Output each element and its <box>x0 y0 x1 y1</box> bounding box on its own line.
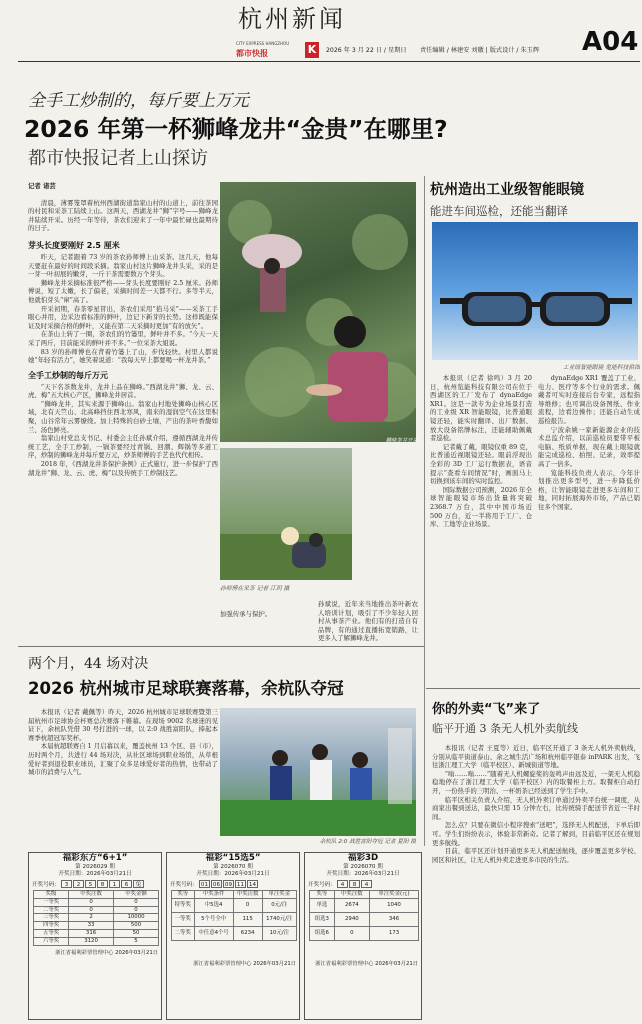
number-ball: 3 <box>61 880 72 888</box>
table-row: 特等奖 中5选4 0 0元/注 <box>172 898 297 912</box>
table-row: 二等奖 中任意4个号 6234 10元/注 <box>172 926 297 940</box>
table-header: 中奖注数 <box>69 891 114 899</box>
delivery-paragraph: 目前，临平区还计划开通更多无人机配送航线，逐步覆盖更多学校、园区和社区，让无人机外卖走进更多市民的生活。 <box>432 847 640 864</box>
masthead <box>0 0 642 62</box>
lottery-title: 福彩3D <box>347 853 379 863</box>
prize-table <box>309 890 419 941</box>
lead-paragraph: 2018 年，《西湖龙井茶保护条例》正式施行，进一步保护了西湖龙井“狮、龙、云、虎、梅”以及传统手工炒制技艺。 <box>28 460 218 477</box>
editor-line: 责任编辑 / 林建安 刘徽 | 版式设计 / 朱玉辉 <box>420 47 540 54</box>
number-ball: 06 <box>212 882 221 888</box>
table-header: 中奖注数 <box>334 891 369 899</box>
lead-paragraph-continued: 加强传承与保护。 <box>220 610 272 618</box>
glasses-photo-caption: 工业级智能眼镜 览能科技供图 <box>562 365 640 371</box>
numbers-label: 开奖号码： <box>308 882 336 888</box>
paper-logo-text: 都市快报 <box>236 49 268 58</box>
delivery-body <box>432 744 640 1022</box>
lottery-date: 开奖日期：2026年03月21日 <box>196 871 270 877</box>
number-ball: 4 <box>337 880 348 888</box>
table-header: 奖等 <box>310 891 335 899</box>
paper-english-name: CITY EXPRESS HANGZHOU <box>236 41 290 46</box>
numbers-label: 开奖号码： <box>32 882 60 888</box>
lead-paragraph: 孙斌说，近年来当地推出茶叶新农人培训计划，吸引了不少年轻人回村从事茶产业。他们有的打造自有品牌，有的通过直播拓宽销路，让更多人了解狮峰龙井。 <box>318 600 418 643</box>
lottery-numbers <box>29 880 161 888</box>
bonus-ball: 兔 <box>133 880 144 888</box>
number-ball: 11 <box>236 882 245 888</box>
smart-glasses-photo <box>432 222 638 360</box>
date-line: 2026 年 3 月 22 日 / 星期日 <box>326 47 407 54</box>
numbers-label: 开奖号码： <box>170 882 198 888</box>
lottery-box-6plus1 <box>28 852 162 1020</box>
lottery-footer: 浙江省福利彩票管理中心 2026年03月21日 <box>315 960 418 967</box>
tea-photo-caption: 狮峰龙井开采 <box>385 438 418 444</box>
lead-paragraph: 翁家山村党总支书记、村委会主任孙斌介绍，遵循西湖龙井传统工艺，全手工炒制，一锅茶要经过青锅、回潮、辉锅等多道工序，炒制的狮峰龙井每斤要万元，炒茶师傅的手艺也代代相传。 <box>28 434 218 460</box>
number-ball: 4 <box>361 880 372 888</box>
table-row: 三等奖 2 10000 <box>34 914 159 922</box>
lead-paragraph: 昨天，记者跟着 73 岁的茶农孙师傅上山采茶。这几天，他每天要赶在最好的时间段采摘。翁家山村这片狮峰龙井头采，采的是一芽一叶初展的嫩芽，一斤干茶需要数万个芽头。 <box>28 252 218 279</box>
tea-picking-photo <box>220 182 416 442</box>
page-number: A04 <box>582 27 639 57</box>
lottery-box-3d <box>304 852 422 1020</box>
lottery-issue: 第 2026070 期 <box>343 864 383 870</box>
table-header: 中奖注数 <box>233 891 262 899</box>
number-ball: 01 <box>200 882 209 888</box>
lead-byline: 记者 诸芸 <box>28 182 56 190</box>
table-row: 二等奖 0 0 <box>34 906 159 914</box>
lead-paragraph: 在茶山上转了一圈，茶农们的竹篓里，鲜叶并不多。“今天一天采了两斤，目前能采的鲜叶并不多。”一位采茶大姐说。 <box>28 330 218 347</box>
glasses-paragraph: 览能科技负责人表示，今年计划推出更多型号，进一步降低价格，让智能眼镜走进更多车间和工地，同时拓展海外市场，产品已销往多个国家。 <box>538 468 640 511</box>
table-header: 单注奖金 <box>262 891 296 899</box>
lottery-footer: 浙江省福利彩票管理中心 2026年03月21日 <box>193 960 296 967</box>
lead-paragraph: “狮峰龙井，其实来源于狮峰山。翁家山村地处狮峰山核心区域，北有天竺山、北高峰挡住西北寒风，南来的湿润空气在这里积聚，山谷常年云雾缭绕。加上特殊的白砂土壤，产出的茶叶香馥如兰、汤色鲜亮。 <box>28 399 218 434</box>
table-row: 组选6 0 173 <box>310 926 419 940</box>
delivery-paragraph: 临平区相关负责人介绍，无人机外卖订单通过外卖平台统一调度，从商家出餐到送达，最快只需 15 分钟左右，比传统骑手配送节省近一半时间。 <box>432 795 640 821</box>
lottery-numbers <box>167 880 299 888</box>
prize-table <box>33 890 159 946</box>
number-ball: 5 <box>85 880 96 888</box>
glasses-subhead: 能进车间巡检，还能当翻译 <box>430 204 568 218</box>
lottery-box-15x5 <box>166 852 300 1020</box>
delivery-paragraph: 本报讯（记者 王夏等）近日，临平区开通了 3 条无人机外卖航线，分别从临平街道泰山、余之城生活广场和杭州临平银泰 inPARK 出发，飞往浙江理工大学（临平校区）、新城街道等地。 <box>432 744 640 770</box>
glasses-paragraph: 国际数据公司预测，2026 年全球智能眼镜市场出货量将突破 2368.7 万台，其中中国市场近 500 万台，近一半将用于工厂、仓库、工地等企业场景。 <box>430 485 532 529</box>
table-header: 中奖条件 <box>194 891 233 899</box>
delivery-paragraph: 怎么点？只要在微信小程序搜索“送吧”，选择无人机配送，下单后即可。学生们纷纷表示，体验非常新奇。记者了解到，目前临平区还在规划更多航线。 <box>432 821 640 847</box>
glasses-headline: 杭州造出工业级智能眼镜 <box>430 182 584 198</box>
lead-section-heading: 全手工炒制的每斤万元 <box>28 370 108 380</box>
lead-kicker: 全手工炒制的，每斤要上万元 <box>28 91 249 111</box>
lottery-title: 福彩“15选5” <box>205 853 261 863</box>
lottery-date: 开奖日期：2026年03月21日 <box>58 871 132 877</box>
lead-paragraph: 开采初期，春茶零星冒出，茶农们采用“掐马采”——采茶工手眼心并用，边采边看标准的鲜叶，边记下新芽的长势。这样既能保证及时采摘合格的鲜叶，又能在第二天采摘时更加“有的放矢”。 <box>28 304 218 330</box>
table-header: 奖等 <box>172 891 195 899</box>
number-ball: 8 <box>349 880 360 888</box>
football-paragraph: 本届杭超联赛自 1 月启幕以来，覆盖杭州 13 个区、县（市），历时两个月，共进行 44 场对决，从社区球场到职业场馆，从草根爱好者到退役职业球员，汇聚了众多足球爱好者的热情，也带动了城市的消费与人气。 <box>28 742 218 777</box>
glasses-paragraph: 宁波余姚一家新能源企业的技术总监介绍，以前巡检员要带平板电脑、纸质单据，现在戴上眼镜就能完成巡检、拍照、记录，效率提高了一倍多。 <box>538 425 640 468</box>
tea-worker-photo <box>220 448 352 580</box>
tea-field-illustration <box>220 182 416 442</box>
table-row: 一等奖 0 0 <box>34 898 159 906</box>
table-row: 六等奖 3120 5 <box>34 937 159 945</box>
column-divider <box>424 176 425 846</box>
glasses-paragraph: 本报讯（记者 徐鸣）3 月 20 日，杭州览能科技有限公司在位于西湖区的工厂发布了 dynaEdge XR1。这是一款专为企业场景打造的工业级 XR 智能眼镜，比普通眼镜还轻，能实时翻译、出厂数据、放大设备铭牌标注，还能辅助佩戴者巡检。 <box>430 374 532 443</box>
number-ball: 14 <box>248 882 257 888</box>
section-divider <box>18 646 424 647</box>
lottery-title: 福彩东方“6+1” <box>62 853 128 863</box>
table-row: 组选3 2940 346 <box>310 912 419 926</box>
number-ball: 1 <box>109 880 120 888</box>
table-row: 单选 2674 1040 <box>310 898 419 912</box>
section-divider <box>426 688 640 689</box>
lead-subhead: 都市快报记者上山探访 <box>28 148 208 169</box>
table-header: 单注奖金(元) <box>369 891 418 899</box>
photo-caption-vertical-space <box>356 448 416 580</box>
lottery-footer: 浙江省福利彩票管理中心 2026年03月21日 <box>55 949 158 956</box>
delivery-headline: 你的外卖“飞”来了 <box>432 702 541 717</box>
number-ball: 09 <box>224 882 233 888</box>
section-title: 杭州新闻 <box>238 5 346 33</box>
table-header: 中奖金额 <box>114 891 159 899</box>
table-row: 五等奖 316 50 <box>34 929 159 937</box>
prize-table <box>171 890 297 941</box>
lottery-issue: 第 2026029 期 <box>75 864 115 870</box>
lead-section-heading: 芽头长度要刚好 2.5 厘米 <box>28 240 120 250</box>
football-paragraph: 本报讯（记者 戴佩等）昨天，2026 杭州城市足球联赛暨第三届杭州市足球协会杯赛总决赛落下帷幕。在现场 9002 名球迷的见证下，余杭队凭借 30 号打进的一球，以 2:0 战胜富阳队，捧起本赛季杭超冠军奖杯。 <box>28 708 218 742</box>
lead-body-col3 <box>318 600 418 658</box>
table-header: 奖级 <box>34 891 69 899</box>
lead-headline: 2026 年第一杯狮峰龙井“金贵”在哪里? <box>24 115 448 143</box>
lottery-issue: 第 2026070 期 <box>213 864 253 870</box>
football-headline: 2026 杭州城市足球联赛落幕，余杭队夺冠 <box>28 679 344 698</box>
table-row: 一等奖 5个号全中 115 1740元/注 <box>172 912 297 926</box>
lead-paragraph: 清晨，薄雾笼罩着杭州西湖街道翁家山村的山道上，前往茶园的村民和采茶工陆续上山。这两天，西湖龙井“狮”字号——狮峰龙井陆续开采。历经一年等待，茶农们迎来了一年中最忙碌也最期待的日子。 <box>28 198 218 233</box>
delivery-subhead: 临平开通 3 条无人机外卖航线 <box>432 722 578 735</box>
football-body <box>28 708 218 844</box>
lead-paragraph: 狮峰龙井采摘标准很严格——芽头长度要刚好 2.5 厘米。孙师傅说，短了太嫩，长了偏老，采摘时间差一天都不行。多等半天，他就怕芽头“窜”高了。 <box>28 278 218 304</box>
lottery-date: 开奖日期：2026年03月21日 <box>326 871 400 877</box>
football-photo-caption: 余杭队 2:0 战胜富阳夺冠 记者 夏阳 摄 <box>319 839 416 845</box>
lead-paragraph: 83 岁的孙师傅也在背着竹篓上了山，步伐轻快。村里人都说她“年轻有活力”，她笑着说道：“我每天早上都要喝一杯龙井茶。” <box>28 347 218 365</box>
number-ball: 8 <box>97 880 108 888</box>
paper-logo-icon: K <box>305 42 319 58</box>
glasses-paragraph: dynaEdge XR1 覆盖了工业、电力、医疗等多个行业的需求。佩戴者可实时连接后台专家，远程指导维修；也可调出设备图纸、作业流程，边看边操作；还能自动生成巡检报告。 <box>538 374 640 425</box>
number-ball: 2 <box>73 880 84 888</box>
football-kicker: 两个月，44 场对决 <box>28 656 149 672</box>
lead-body-col1 <box>28 180 218 638</box>
lead-paragraph: “天下名茶数龙井，龙井上品在狮峰。”西湖龙井“狮、龙、云、虎、梅”五大核心产区，狮峰龙井居首。 <box>28 382 218 400</box>
glasses-body <box>430 374 640 682</box>
table-row: 四等奖 33 500 <box>34 922 159 930</box>
number-ball: 6 <box>121 880 132 888</box>
masthead-divider <box>18 61 640 62</box>
tea-worker-photo-caption: 孙师傅在采茶 记者 江玥 摄 <box>220 586 290 592</box>
delivery-paragraph: “嗡……嗡……”随着无人机螺旋桨的轰鸣声由远及近，一架无人机稳稳地停在了浙江理工大学（临平校区）内的取餐柜上方。取餐柜自动打开，一份热乎的三明治、一杯奶茶已经送到了学生手中。 <box>432 769 640 795</box>
lottery-numbers <box>305 880 421 888</box>
glasses-paragraph: 记者戴了戴，眼镜仅重 89 克，比普通近视眼镜还轻。眼前浮现出全彩的 3D 工厂运行数据表，语音提示“查看车间情况”时，画面马上切换到该车间的实时监控。 <box>430 442 532 486</box>
football-celebration-photo <box>220 708 416 836</box>
